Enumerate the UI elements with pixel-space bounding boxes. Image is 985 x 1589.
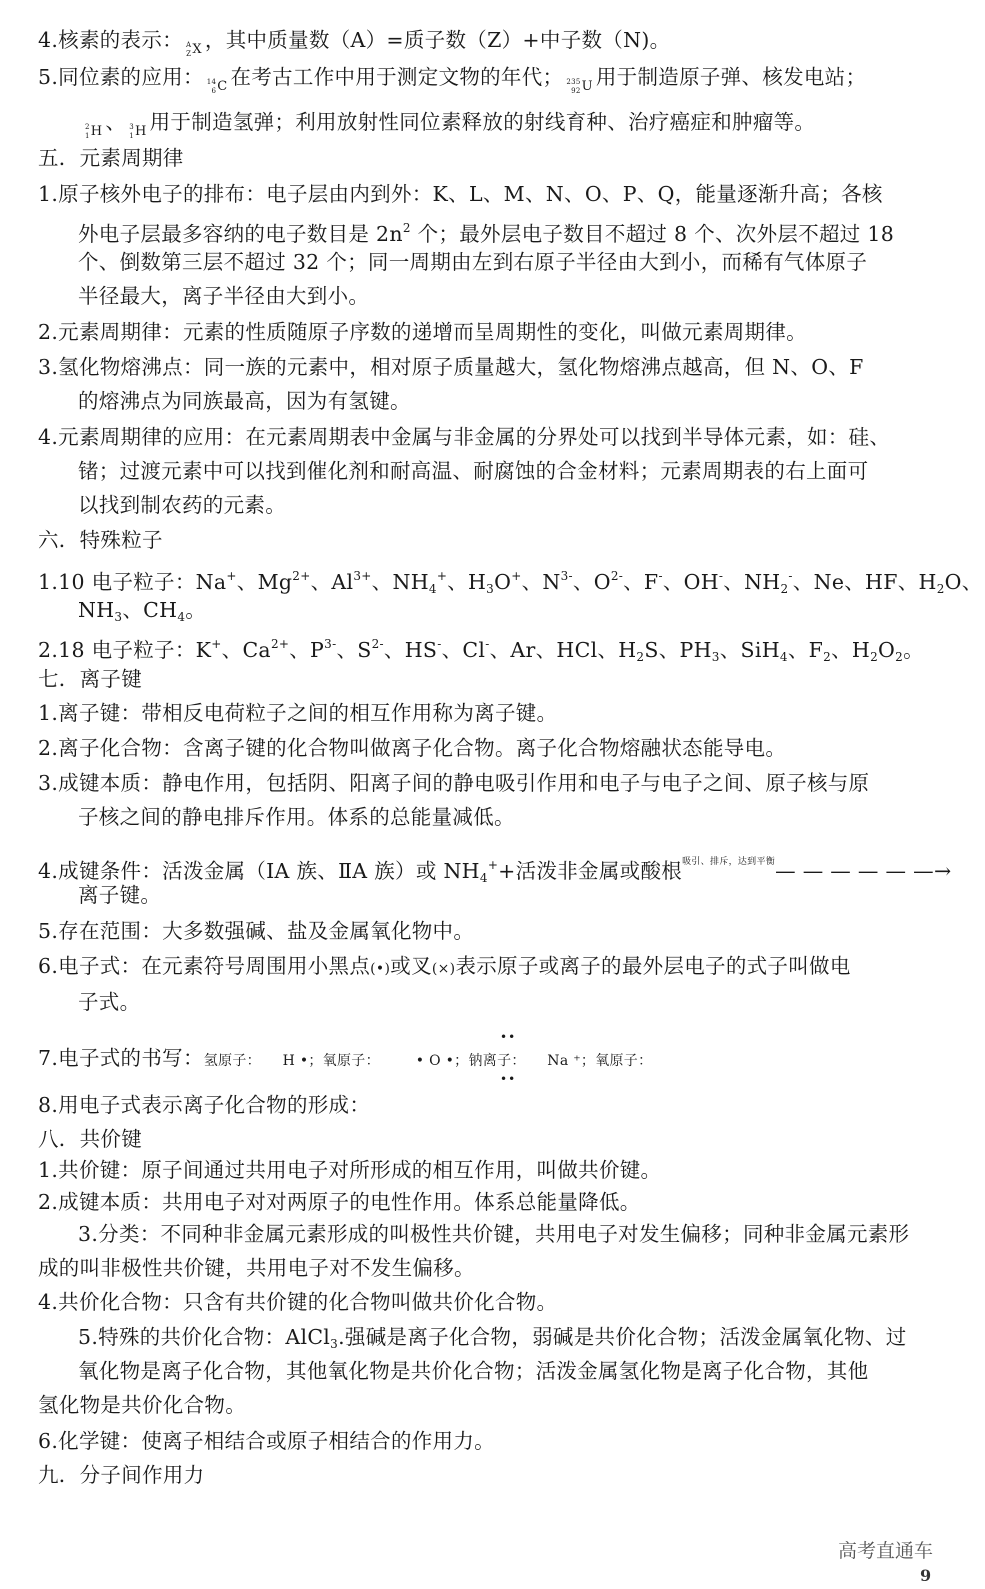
text-line (38, 182, 883, 206)
nuclide-numbers (85, 123, 90, 141)
text-segment: .强碱是离子化合物，弱碱是共价化合物；活泼金属氧化物、过 (338, 1325, 907, 1349)
text-segment: 。 (903, 638, 924, 662)
subscript: 2 (780, 582, 789, 596)
text-segment: 5.同位素的应用： (38, 65, 204, 89)
text-segment: 、CH (122, 598, 178, 622)
text-segment: 子式。 (78, 990, 141, 1014)
text-segment: +活泼非金属或酸根 (498, 859, 683, 883)
text-line (38, 701, 557, 725)
nuclide-symbol (207, 75, 228, 99)
subscript: 2 (936, 582, 945, 596)
element-symbol: H (134, 124, 147, 139)
text-segment: 、HS (383, 638, 438, 662)
superscript: + (211, 637, 222, 651)
text-segment: 用于制造氢弹；利用放射性同位素释放的射线育种、治疗癌症和肿瘤等。 (149, 110, 816, 134)
nuclide-numbers (129, 123, 134, 141)
superscript: - (485, 637, 490, 651)
text-segment: 2.18 电子粒子：K (38, 638, 212, 662)
text-segment: 4.元素周期律的应用：在元素周期表中金属与非金属的分界处可以找到半导体元素，如：硅、 (38, 425, 891, 449)
atomic-number: 1 (85, 132, 90, 140)
text-segment: — — — — — —→ (775, 859, 952, 883)
text-line (78, 250, 867, 274)
superscript: + (226, 569, 237, 583)
mass-number: 3 (129, 123, 134, 131)
text-segment: 、Ne、HF、H (792, 570, 937, 594)
text-line (78, 216, 894, 246)
text-segment: 、H (831, 638, 871, 662)
text-line (38, 425, 890, 449)
text-line (38, 632, 924, 669)
text-line (82, 110, 815, 144)
superscript: - (658, 569, 663, 583)
text-segment: 4.核素的表示： (38, 28, 183, 52)
text-segment: 成的叫非极性共价键，共用电子对不发生偏移。 (38, 1256, 475, 1280)
superscript: 2- (371, 637, 384, 651)
text-line (78, 805, 515, 829)
text-segment: 子核之间的静电排斥作用。体系的总能量减低。 (78, 805, 515, 829)
text-segment: 外电子层最多容纳的电子数目是 2n (78, 222, 403, 246)
text-segment: 在考古工作中用于测定文物的年代； (230, 65, 564, 89)
text-line (38, 1127, 142, 1151)
text-segment: 4.成键条件：活泼金属（ⅠA 族、ⅡA 族）或 NH (38, 859, 480, 883)
text-line (38, 771, 869, 795)
text-segment: S、PH (644, 638, 712, 662)
subscript: 3 (330, 1337, 339, 1351)
text-segment: 1.10 电子粒子：Na (38, 570, 227, 594)
text-segment: 个；最外层电子数目不超过 8 个、次外层不超过 18 (410, 222, 895, 246)
electron-dots-bottom: •• (500, 1072, 517, 1086)
text-line (38, 736, 786, 760)
text-line (38, 320, 807, 344)
mass-number: 2 (85, 123, 90, 131)
text-line (38, 954, 851, 981)
subscript: 2 (823, 650, 832, 664)
text-segment: 2.成键本质：共用电子对对两原子的电性作用。体系总能量降低。 (38, 1190, 641, 1214)
text-segment: 个、倒数第三层不超过 32 个；同一周期由左到右原子半径由大到小，而稀有气体原子 (78, 250, 868, 274)
text-segment: 、N (521, 570, 561, 594)
text-line (78, 598, 206, 629)
superscript: - (437, 637, 442, 651)
text-segment: 2.离子化合物：含离子键的化合物叫做离子化合物。离子化合物熔融状态能导电。 (38, 736, 787, 760)
text-line (38, 1190, 641, 1214)
text-segment: 六．特殊粒子 (38, 528, 163, 552)
section-heading (38, 667, 142, 691)
text-line (38, 850, 951, 890)
mass-number: 235 (566, 78, 581, 86)
text-line (38, 1429, 495, 1453)
superscript: + (436, 569, 448, 583)
text-line (38, 1290, 557, 1314)
subscript: 4 (428, 582, 437, 596)
text-segment: 5.特殊的共价化合物：AlCl (78, 1325, 331, 1349)
text-line (38, 919, 474, 943)
text-segment: 、H (447, 570, 487, 594)
text-line (38, 355, 864, 379)
subscript: 4 (479, 871, 488, 885)
superscript: 3- (560, 569, 573, 583)
text-line (38, 65, 866, 99)
subscript: 3 (114, 610, 123, 624)
text-segment: 、NH (723, 570, 781, 594)
nuclide-symbol (85, 120, 102, 144)
superscript: + (511, 569, 522, 583)
atomic-number: 1 (129, 132, 134, 140)
section-heading (38, 146, 184, 170)
text-segment: 、P (289, 638, 325, 662)
section-heading (38, 528, 163, 552)
text-segment: 锗；过渡元素中可以找到催化剂和耐高温、耐腐蚀的合金材料；元素周期表的右上面可 (78, 459, 869, 483)
text-line (38, 1256, 475, 1280)
superscript: - (718, 569, 724, 583)
text-segment: 或叉 (390, 954, 432, 978)
text-segment: 4.共价化合物：只含有共价键的化合物叫做共价化合物。 (38, 1290, 558, 1314)
text-line (38, 1046, 652, 1073)
text-segment: 、F (623, 570, 659, 594)
text-segment: 用于制造原子弹、核发电站； (595, 65, 867, 89)
subscript: 4 (177, 610, 186, 624)
text-line (78, 1359, 868, 1383)
text-segment: 5.存在范围：大多数强碱、盐及金属氧化物中。 (38, 919, 475, 943)
text-segment: 6.化学键：使离子相结合或原子相结合的作用力。 (38, 1429, 495, 1453)
subscript: 4 (779, 650, 788, 664)
element-symbol: C (217, 79, 228, 94)
element-symbol: X (192, 42, 202, 57)
text-segment: 6.电子式：在元素符号周围用小黑点 (38, 954, 371, 978)
text-segment: 3.分类：不同种非金属元素形成的叫极性共价键，共用电子对发生偏移；同种非金属元素形 (78, 1222, 910, 1246)
small-text: 氢原子： H •；氧原子： • O •；钠离子： Na ⁺；氧原子： (203, 1053, 653, 1069)
superscript: 2+ (270, 637, 290, 651)
text-segment: 、Mg (236, 570, 293, 594)
text-segment: 、Cl (441, 638, 486, 662)
text-segment: 、O (572, 570, 611, 594)
watermark: 高考直通车 (838, 1540, 934, 1562)
text-segment: 氧化物是离子化合物，其他氧化物是共价化合物；活泼金属氢化物是离子化合物，其他 (78, 1359, 869, 1383)
nuclide-symbol (566, 75, 593, 99)
page-number: 9 (920, 1566, 932, 1585)
superscript: 2+ (292, 569, 311, 583)
nuclide-symbol (186, 38, 202, 62)
text-segment: 、 (105, 110, 127, 134)
text-segment: 、S (336, 638, 372, 662)
arrow-label: 吸引、排斥，达到平衡 (682, 857, 776, 867)
nuclide-numbers (186, 41, 191, 59)
text-segment: 2.元素周期律：元素的性质随原子序数的递增而呈周期性的变化，叫做元素周期律。 (38, 320, 807, 344)
atomic-number: 92 (571, 87, 581, 95)
superscript: - (788, 569, 793, 583)
text-segment: 8.用电子式表示离子化合物的形成： (38, 1093, 371, 1117)
text-line (78, 883, 161, 907)
text-segment: 八．共价键 (38, 1127, 142, 1151)
text-segment: 表示原子或离子的最外层电子的式子叫做电 (455, 954, 851, 978)
text-segment: 、SiH (719, 638, 780, 662)
text-line (78, 459, 868, 483)
text-segment: O、 (944, 570, 983, 594)
text-segment: ，其中质量数（A）=质子数（Z）+中子数（N)。 (204, 28, 671, 52)
superscript: 3+ (353, 569, 372, 583)
text-line (78, 1222, 909, 1246)
small-text: (•) (370, 961, 391, 977)
text-segment: 、OH (662, 570, 719, 594)
text-segment: 、Al (310, 570, 354, 594)
text-line (78, 990, 140, 1014)
small-text: (×) (431, 961, 456, 977)
atomic-number: Z (186, 50, 192, 58)
text-segment: 以找到制农药的元素。 (78, 493, 286, 517)
text-segment: 、F (787, 638, 824, 662)
electron-dots-top: •• (500, 1030, 517, 1044)
text-line (38, 1393, 246, 1417)
text-segment: 氢化物是共价化合物。 (38, 1393, 246, 1417)
text-segment: 半径最大，离子半径由大到小。 (78, 284, 370, 308)
text-segment: 1.共价键：原子间通过共用电子对所形成的相互作用，叫做共价键。 (38, 1158, 662, 1182)
text-segment: 7.电子式的书写： (38, 1046, 204, 1070)
text-segment: O (878, 638, 896, 662)
text-line (78, 1325, 907, 1356)
subscript: 2 (636, 650, 645, 664)
text-segment: 、Ar、HCl、H (489, 638, 637, 662)
text-line (78, 284, 369, 308)
text-segment: 。 (185, 598, 207, 622)
text-line (78, 493, 286, 517)
section-heading (38, 1093, 370, 1117)
text-segment: 3.成键本质：静电作用，包括阴、阳离子间的静电吸引作用和电子与电子之间、原子核与原 (38, 771, 870, 795)
element-symbol: U (581, 79, 593, 94)
text-segment: 五．元素周期律 (38, 146, 184, 170)
nuclide-numbers (566, 78, 580, 96)
text-segment: 1.离子键：带相反电荷粒子之间的相互作用称为离子键。 (38, 701, 558, 725)
text-segment: 、Ca (221, 638, 271, 662)
atomic-number: 6 (211, 87, 217, 95)
subscript: 2 (870, 650, 879, 664)
section-heading (38, 1463, 204, 1487)
nuclide-symbol (129, 120, 146, 144)
text-segment: 七．离子键 (38, 667, 142, 691)
superscript: 2 (402, 221, 411, 235)
nuclide-numbers (207, 78, 217, 96)
element-symbol: H (90, 124, 103, 139)
superscript: 3- (324, 637, 337, 651)
text-segment: NH (78, 598, 115, 622)
superscript: + (487, 858, 499, 872)
subscript: 3 (486, 582, 495, 596)
text-segment: 1.原子核外电子的排布：电子层由内到外：K、L、M、N、O、P、Q，能量逐渐升高；各核 (38, 182, 883, 206)
subscript: 2 (895, 650, 904, 664)
text-line (38, 1158, 661, 1182)
text-line (78, 389, 411, 413)
mass-number: A (185, 41, 192, 49)
text-segment: 的熔沸点为同族最高，因为有氢键。 (78, 389, 411, 413)
text-segment: 离子键。 (78, 883, 162, 907)
text-line (38, 28, 670, 62)
superscript: 2- (610, 569, 624, 583)
text-segment: 、NH (371, 570, 429, 594)
text-segment: O (494, 570, 512, 594)
mass-number: 14 (206, 78, 217, 86)
text-segment: 3.氢化物熔沸点：同一族的元素中，相对原子质量越大，氢化物熔沸点越高，但 N、O、F (38, 355, 864, 379)
text-line (38, 564, 983, 601)
subscript: 3 (711, 650, 720, 664)
text-segment: 九．分子间作用力 (38, 1463, 205, 1487)
